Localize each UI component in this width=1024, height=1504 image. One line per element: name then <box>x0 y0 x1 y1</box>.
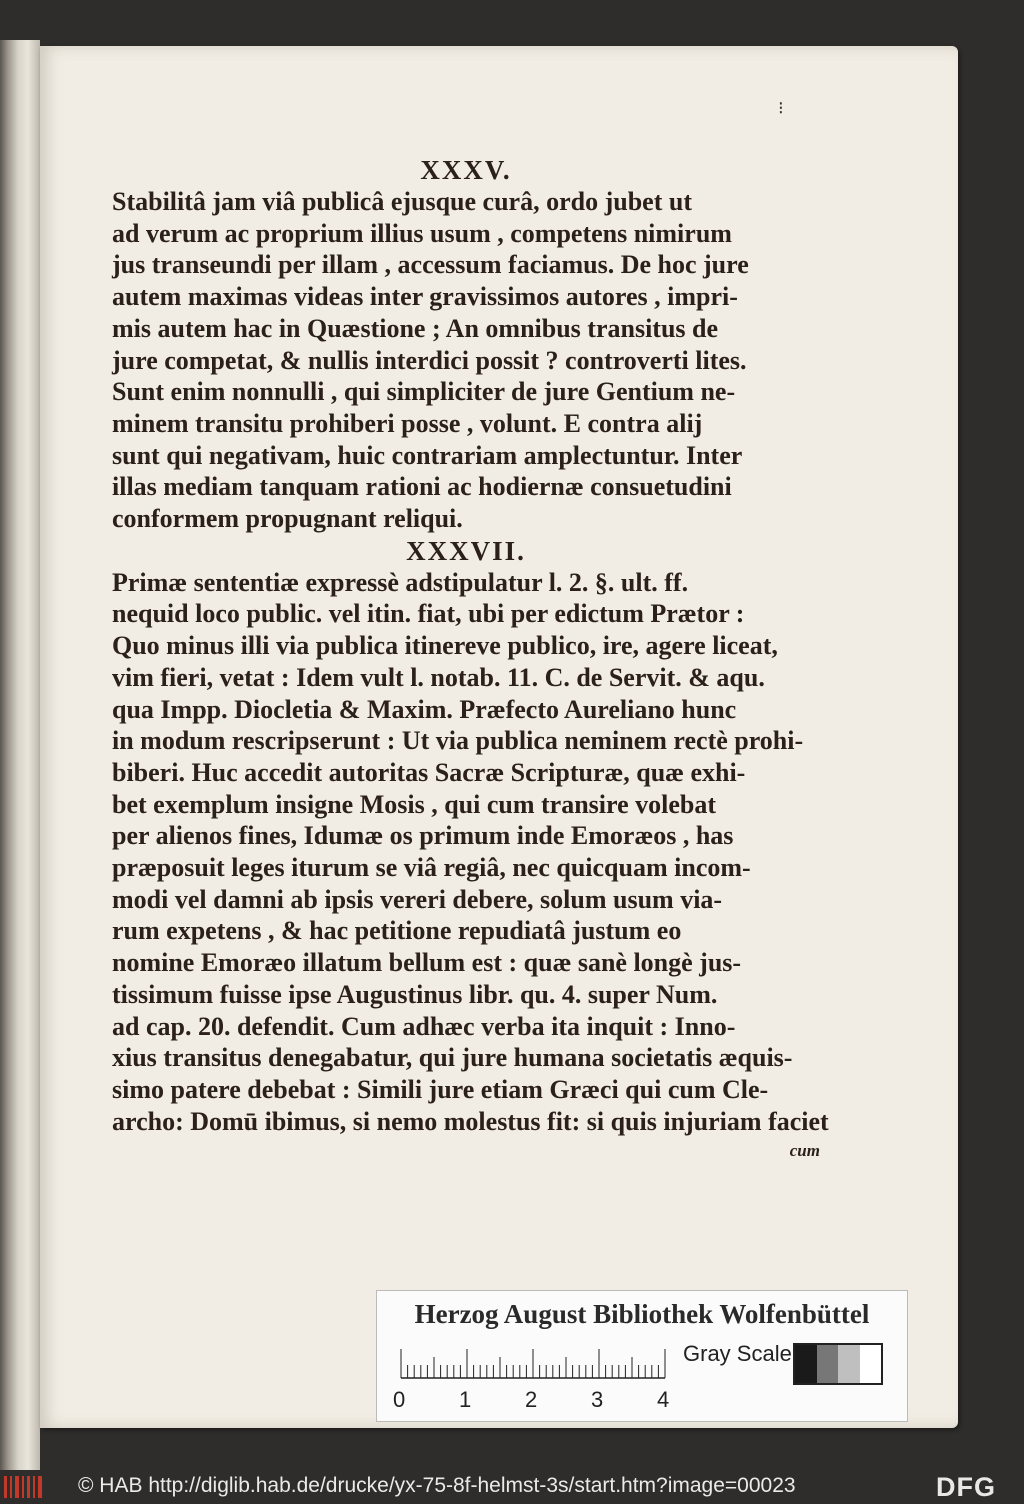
text-line: illas mediam tanquam rationi ac hodiernæ consuetudini <box>112 472 732 502</box>
gray-scale-swatches <box>793 1343 883 1385</box>
section-heading: XXXV. <box>420 155 512 185</box>
text-line: jus transeundi per illam , accessum faciamus. De hoc jure <box>112 250 749 280</box>
gray-swatch <box>817 1345 839 1383</box>
text-line: tissimum fuisse ipse Augustinus libr. qu. 4. super Num. <box>112 979 718 1009</box>
text-line: præposuit leges iturum se viâ regiâ, nec quicquam incom- <box>112 853 751 883</box>
text-line: nequid loco public. vel itin. fiat, ubi per edictum Prætor : <box>112 599 745 629</box>
ruler-scale <box>399 1349 667 1379</box>
footer-bar <box>0 1470 1024 1504</box>
ruler-number: 1 <box>459 1387 472 1412</box>
library-card <box>376 1290 908 1422</box>
gray-scale-label: Gray Scale <box>683 1341 792 1366</box>
text-line: conformem propugnant reliqui. <box>112 504 463 534</box>
text-line: Primæ sententiæ expressè adstipulatur l. 2. §. ult. ff. <box>112 567 689 597</box>
book-edge <box>0 40 40 1470</box>
text-line: Stabilitâ jam viâ publicâ ejusque curâ, ordo jubet ut <box>112 187 692 216</box>
text-line: in modum rescripserunt : Ut via publica neminem rectè prohi- <box>112 726 804 756</box>
text-line: modi vel damni ab ipsis vereri debere, solum usum via- <box>112 884 723 914</box>
text-line: qua Impp. Diocletia & Maxim. Præfecto Aureliano hunc <box>112 694 737 724</box>
card-title: Herzog August Bibliothek Wolfenbüttel <box>414 1299 870 1329</box>
text-line: nomine Emoræo illatum bellum est : quæ sanè longè jus- <box>112 948 742 978</box>
text-line: per alienos fines, Idumæ os primum inde Emoræos , has <box>112 821 734 851</box>
text-line: biberi. Huc accedit autoritas Sacræ Scripturæ, quæ exhi- <box>112 757 746 787</box>
ruler-number: 2 <box>525 1387 538 1412</box>
text-line: sunt qui negativam, huic contrariam amplectuntur. Inter <box>112 440 743 470</box>
footer-copyright-link[interactable]: © HAB http://diglib.hab.de/drucke/yx-75-8f-helmst-3s/start.htm?image=00023 <box>78 1474 796 1497</box>
text-line: jure competat, & nullis interdici possit ? controverti lites. <box>112 345 747 375</box>
text-line: vim fieri, vetat : Idem vult l. notab. 11. C. de Servit. & aqu. <box>112 662 765 692</box>
page-text <box>112 154 829 1165</box>
ruler-number: 4 <box>657 1387 670 1412</box>
gray-swatch <box>795 1345 817 1383</box>
gray-swatch <box>860 1345 882 1383</box>
section-heading: XXXVII. <box>406 535 526 566</box>
ruler-number: 0 <box>393 1387 406 1412</box>
book-page <box>40 46 958 1428</box>
text-line: rum expetens , & hac petitione repudiatâ justum eo <box>112 916 682 946</box>
text-line: mis autem hac in Quæstione ; An omnibus transitus de <box>112 313 719 343</box>
catchword: cum <box>789 1141 820 1161</box>
text-line: ad cap. 20. defendit. Cum adhæc verba ita inquit : Inno- <box>112 1011 736 1041</box>
text-line: ad verum ac proprium illius usum , competens nimirum <box>112 218 732 248</box>
dfg-logo: DFG <box>936 1472 996 1502</box>
text-line: archo: Domū ibimus, si nemo molestus fit: si quis injuriam faciet <box>112 1106 829 1136</box>
signature-mark: ⁝ <box>778 98 785 118</box>
text-line: bet exemplum insigne Mosis , qui cum transire volebat <box>112 789 717 819</box>
gray-swatch <box>838 1345 860 1383</box>
text-line: xius transitus denegabatur, qui jure humana societatis æquis- <box>112 1043 793 1073</box>
barcode-icon <box>4 1476 44 1498</box>
text-line: autem maximas videas inter gravissimos autores , impri- <box>112 282 738 312</box>
text-line: minem transitu prohiberi posse , volunt. E contra alij <box>112 408 703 438</box>
text-line: Quo minus illi via publica itinereve publico, ire, agere liceat, <box>112 631 778 661</box>
ruler-number: 3 <box>591 1387 604 1412</box>
text-line: simo patere debebat : Simili jure etiam Græci qui cum Cle- <box>112 1074 769 1104</box>
text-line: Sunt enim nonnulli , qui simpliciter de jure Gentium ne- <box>112 377 736 407</box>
